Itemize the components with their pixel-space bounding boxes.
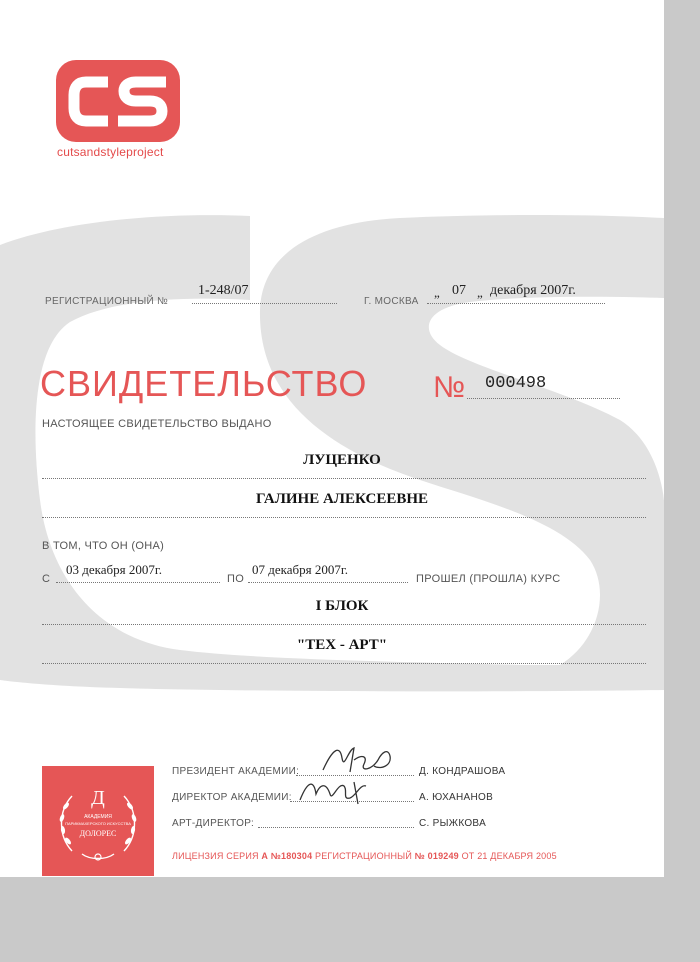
city-label: Г. МОСКВА [364,296,419,307]
emblem-letter: Д [91,787,105,809]
license-middle: РЕГИСТРАЦИОННЫЙ [315,851,413,861]
to-label: ПО [227,573,245,585]
art-director-name: С. РЫЖКОВА [419,818,487,829]
date-line [427,303,605,304]
emblem-text-top: АКАДЕМИЯ [84,814,112,820]
director-signature [296,774,376,808]
license-suffix: ОТ 21 ДЕКАБРЯ 2005 [461,851,557,861]
academy-emblem [42,766,154,876]
art-director-sign-line [258,827,414,828]
surname-line [42,478,646,479]
cs-logo [56,60,180,142]
emblem-text-mid: ПАРИКМАХЕРСКОГО ИСКУССТВА [65,821,131,826]
art-director-role: АРТ-ДИРЕКТОР: [172,818,255,829]
certificate-number-line [467,398,620,399]
date-quote-close: „ [477,285,483,300]
issue-month-year: декабря 2007г. [490,283,576,298]
from-date: 03 декабря 2007г. [66,562,162,577]
completed-label: ПРОШЕЛ (ПРОШЛА) КУРС [416,573,561,585]
course-name-line [42,663,646,664]
certificate-number: 000498 [485,374,547,393]
license-series: А №180304 [261,851,313,861]
course-block: I БЛОК [315,598,369,614]
laurel-wreath-icon [42,766,154,876]
license-line [172,851,557,861]
president-role: ПРЕЗИДЕНТ АКАДЕМИИ: [172,766,300,777]
director-name: А. ЮХАНАНОВ [419,792,494,803]
course-block-line [42,624,646,625]
director-role: ДИРЕКТОР АКАДЕМИИ: [172,792,292,803]
issued-label: НАСТОЯЩЕЕ СВИДЕТЕЛЬСТВО ВЫДАНО [42,418,272,430]
number-sign: № [433,371,466,404]
course-name: "ТЕХ - АРТ" [296,637,388,653]
given-names-line [42,517,646,518]
logo-subtitle: cutsandstyleproject [57,145,164,159]
registration-label: РЕГИСТРАЦИОННЫЙ № [45,296,169,307]
issue-day: 07 [452,283,466,298]
recipient-given-names: ГАЛИНЕ АЛЕКСЕЕВНЕ [255,491,429,507]
date-quote-open: „ [434,285,440,300]
that-label: В ТОМ, ЧТО ОН (ОНА) [42,540,165,552]
from-label: С [42,573,51,585]
registration-number: 1-248/07 [198,283,249,298]
registration-number-line [192,303,337,304]
certificate-title: СВИДЕТЕЛЬСТВО [40,363,368,404]
president-name: Д. КОНДРАШОВА [419,766,506,777]
to-date-line [248,582,408,583]
recipient-surname: ЛУЦЕНКО [303,452,381,468]
to-date: 07 декабря 2007г. [252,562,348,577]
emblem-text-bottom: ДОЛОРЕС [79,829,117,838]
license-reg-number: № 019249 [414,851,459,861]
from-date-line [56,582,220,583]
license-prefix: ЛИЦЕНЗИЯ СЕРИЯ [172,851,259,861]
